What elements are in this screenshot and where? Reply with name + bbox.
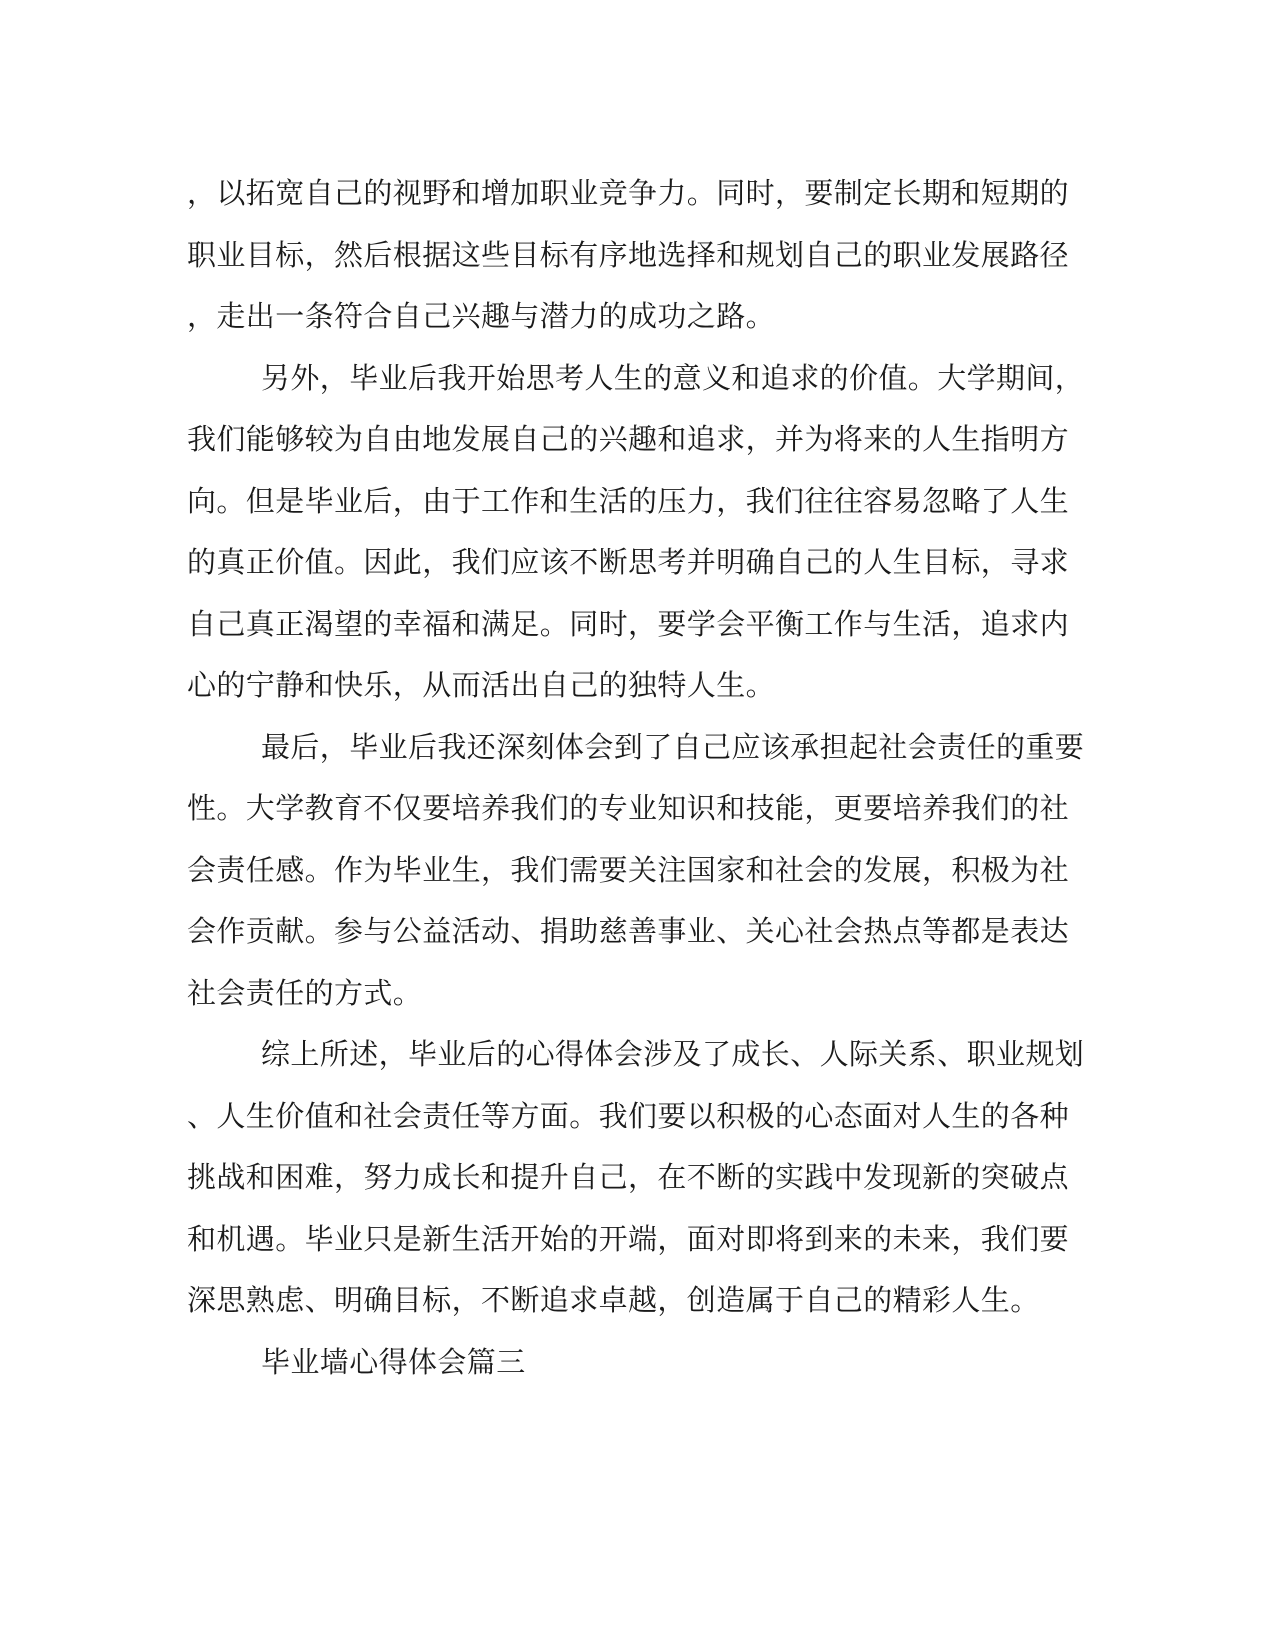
text-line: 性。大学教育不仅要培养我们的专业知识和技能，更要培养我们的社 [187, 791, 1070, 825]
paragraph-first-line: 综上所述，毕业后的心得体会涉及了成长、人际关系、职业规划 [261, 1037, 1085, 1071]
text-line: 向。但是毕业后，由于工作和生活的压力，我们往往容易忽略了人生 [187, 483, 1070, 518]
text-line: 挑战和困难，努力成长和提升自己，在不断的实践中发现新的突破点 [187, 1160, 1070, 1194]
text-line: 心的宁静和快乐，从而活出自己的独特人生。 [187, 668, 776, 702]
paragraph-first-line: 另外，毕业后我开始思考人生的意义和追求的价值。大学期间， [261, 360, 1085, 395]
text-line: 自己真正渴望的幸福和满足。同时，要学会平衡工作与生活，追求内 [187, 606, 1070, 641]
text-line: 社会责任的方式。 [187, 975, 423, 1010]
text-line: 、人生价值和社会责任等方面。我们要以积极的心态面对人生的各种 [187, 1098, 1070, 1133]
text-line: ，以拓宽自己的视野和增加职业竞争力。同时，要制定长期和短期的 [187, 176, 1070, 210]
text-line: ，走出一条符合自己兴趣与潜力的成功之路。 [187, 299, 776, 333]
text-line: 和机遇。毕业只是新生活开始的开端，面对即将到来的未来，我们要 [187, 1221, 1070, 1256]
text-line: 职业目标，然后根据这些目标有序地选择和规划自己的职业发展路径 [187, 237, 1070, 272]
paragraph-first-line: 最后，毕业后我还深刻体会到了自己应该承担起社会责任的重要 [261, 729, 1085, 764]
text-line: 深思熟虑、明确目标，不断追求卓越，创造属于自己的精彩人生。 [187, 1283, 1040, 1317]
text-line: 我们能够较为自由地发展自己的兴趣和追求，并为将来的人生指明方 [187, 422, 1070, 456]
text-line: 的真正价值。因此，我们应该不断思考并明确自己的人生目标，寻求 [187, 545, 1070, 579]
document-body [187, 163, 1085, 1393]
paragraph-first-line: 毕业墙心得体会篇三 [261, 1344, 526, 1379]
text-line: 会作贡献。参与公益活动、捐助慈善事业、关心社会热点等都是表达 [187, 914, 1070, 948]
text-line: 会责任感。作为毕业生，我们需要关注国家和社会的发展，积极为社 [187, 852, 1070, 887]
